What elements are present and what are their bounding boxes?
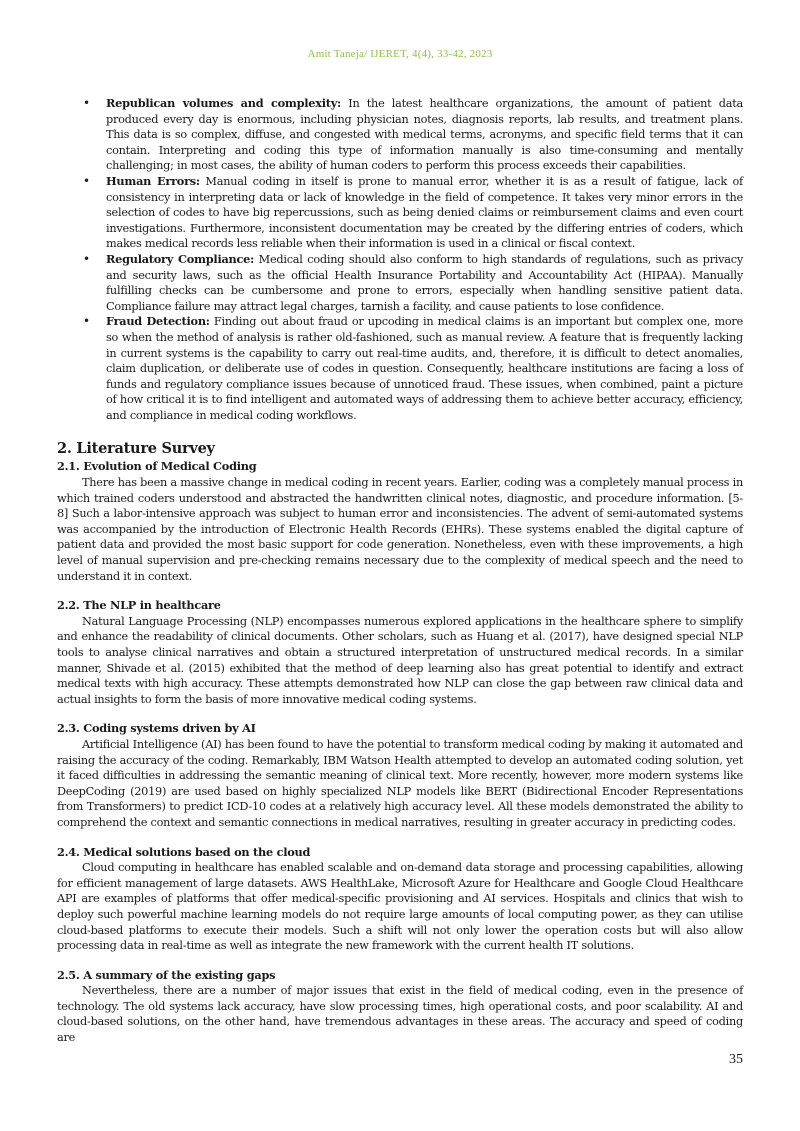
subsection-paragraph: Cloud computing in healthcare has enabled scalable and on-demand data storage and processing capabilities, allowing for efficient management of large datasets. AWS HealthLake, Microsoft Azure for Healthcare and Google Cloud Healthcare API are examples of platforms that offer medical-specific provisioning and AI services. Hospitals and clinics that wish to deploy such powerful machine learning models do not require large amounts of local computing power, as they can utilise cloud-based platforms to execute their models. Such a shift will not only lower the operation costs but will also allow processing data in real-time as well as integrate the new framework with the current health IT solutions. — [57, 861, 743, 953]
subsection-paragraph: Nevertheless, there are a number of major issues that exist in the field of medical coding, even in the presence of technology. The old systems lack accuracy, have slow processing times, high operational costs, and poor scalability. AI and cloud-based solutions, on the other hand, have tremendous advantages in these areas. The accuracy and speed of coding are — [57, 984, 743, 1045]
subsection-heading: 2.2. The NLP in healthcare — [57, 598, 221, 613]
challenge-bullet-list — [57, 96, 743, 423]
bullet-lead: Fraud Detection: — [106, 314, 210, 329]
bullet-text: Finding out about fraud or upcoding in medical claims is an important but complex one, more so when the method of analysis is rather old-fashioned, such as manual review. A feature that is frequently lacking in current systems is the capability to carry out real-time audits, and, therefore, it is difficult to detect anomalies, claim duplication, or deliberate use of codes in question. Consequently, healthcare institutions are facing a loss of funds and regulatory compliance issues because of unnoticed fraud. These issues, when combined, paint a picture of how critical it is to find intelligent and automated ways of addressing them to achieve better accuracy, efficiency, and compliance in medical coding workflows. — [106, 315, 743, 422]
subsection-paragraph: There has been a massive change in medical coding in recent years. Earlier, coding was a completely manual process in which trained coders understood and abstracted the handwritten clinical notes, diagnostic, and procedure information. [5-8] Such a labor-intensive approach was subject to human error and inconsistencies. The advent of semi-automated systems was accompanied by the introduction of Electronic Health Records (EHRs). These systems enabled the digital capture of patient data and provided the most basic support for code generation. Nonetheless, even with these improvements, a high level of manual supervision and pre-checking remains necessary due to the complexity of medical speech and the need to understand it in context. — [57, 476, 743, 583]
bullet-text: In the latest healthcare organizations, the amount of patient data produced every day is enormous, including physician notes, diagnosis reports, lab results, and treatment plans. This data is so complex, diffuse, and congested with medical terms, acronyms, and specific field terms that it can contain. Interpreting and coding this type of information manually is also time-consuming and mentally challenging; in most cases, the ability of human coders to perform this process exceeds their capabilities. — [106, 97, 743, 173]
subsection-heading: 2.1. Evolution of Medical Coding — [57, 459, 257, 474]
bullet-item — [106, 96, 743, 174]
bullet-item — [106, 252, 743, 314]
bullet-lead: Human Errors: — [106, 173, 200, 188]
bullet-lead: Republican volumes and complexity: — [106, 96, 341, 110]
subsection-paragraph: Natural Language Processing (NLP) encompasses numerous explored applications in the healthcare sphere to simplify and enhance the readability of clinical documents. Other scholars, such as Huang et al. (2017), have designed special NLP tools to analyse clinical narratives and obtain a structured interpretation of unstructured medical records. In a similar manner, Shivade et al. (2015) exhibited that the method of deep learning also has great potential to identify and extract medical texts with high accuracy. These attempts demonstrated how NLP can close the gap between raw clinical data and actual insights to form the basis of more innovative medical coding systems. — [57, 614, 743, 706]
subsection-heading: 2.3. Coding systems driven by AI — [57, 721, 256, 736]
section-heading: 2. Literature Survey — [57, 440, 215, 458]
subsection-heading: 2.4. Medical solutions based on the cloud — [57, 844, 311, 859]
subsection-paragraph: Artificial Intelligence (AI) has been found to have the potential to transform medical coding by making it automated and raising the accuracy of the coding. Remarkably, IBM Watson Health attempted to develop an automated coding solution, yet it faced difficulties in addressing the semantic meaning of clinical text. More recently, however, more modern systems like DeepCoding (2019) are used based on highly specialized NLP models like BERT (Bidirectional Encoder Representations from Transformers) to predict ICD-10 codes at a relatively high accuracy level. All these models demonstrated the ability to comprehend the context and semantic connections in medical narratives, resulting in greater accuracy in predicting codes. — [57, 737, 743, 829]
page-number: 35 — [729, 1052, 743, 1067]
running-header: Amit Taneja/ IJERET, 4(4), 33-42, 2023 — [307, 48, 493, 60]
bullet-item — [106, 314, 743, 423]
page-content — [57, 96, 743, 1046]
subsection-heading: 2.5. A summary of the existing gaps — [57, 967, 276, 982]
bullet-lead: Regulatory Compliance: — [106, 251, 255, 266]
bullet-item — [106, 174, 743, 252]
bullet-text: Medical coding should also conform to high standards of regulations, such as privacy and security laws, such as the official Health Insurance Portability and Accountability Act (HIPAA). Manually fulfilling checks can be cumbersome and prone to errors, especially when handling sensitive patient data. Compliance failure may attract legal charges, tarnish a facility, and cause patients to lose confidence. — [106, 252, 743, 313]
bullet-text: Manual coding in itself is prone to manual error, whether it is as a result of fatigue, lack of consistency in interpreting data or lack of knowledge in the field of competence. It takes very minor errors in the selection of codes to have big repercussions, such as being denied claims or reimbursement claims and even court investigations. Furthermore, inconsistent documentation may be created by the differing entries of coders, which makes medical records less reliable when their information is used in a clinical or fiscal context. — [106, 174, 743, 251]
